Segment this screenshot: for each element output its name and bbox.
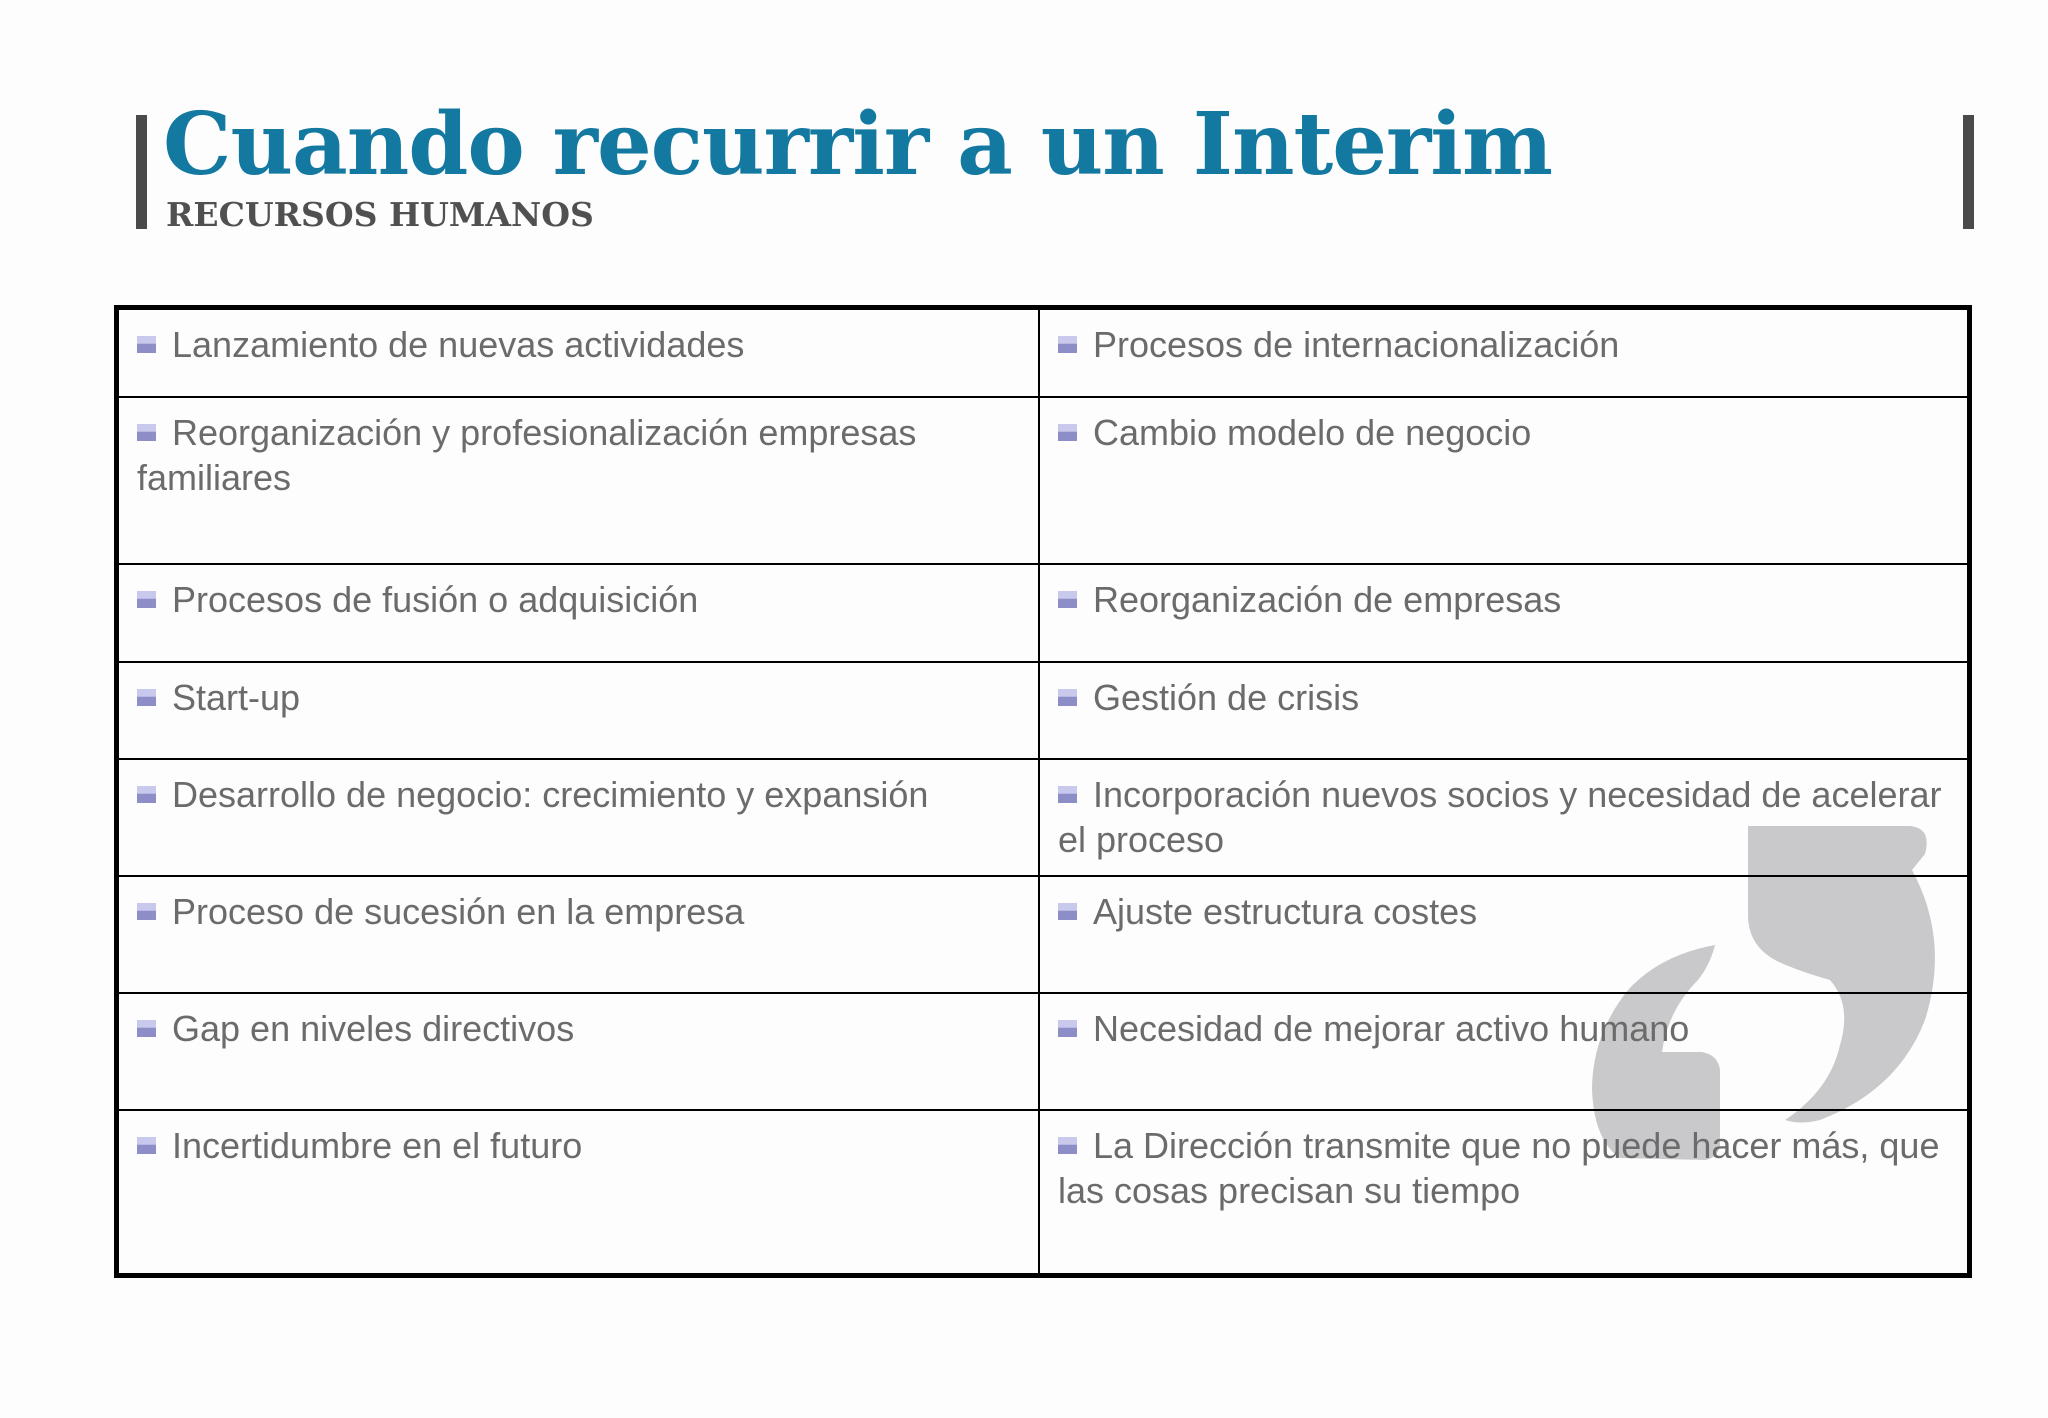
- cell-text: Reorganización y profesionalización empresas familiares: [137, 411, 917, 498]
- square-bullet-icon: [137, 591, 156, 608]
- square-bullet-icon: [1058, 1137, 1077, 1154]
- page-subtitle: RECURSOS HUMANOS: [166, 195, 594, 234]
- table-cell-left: [117, 993, 1039, 1110]
- cell-text: Gestión de crisis: [1092, 676, 1360, 718]
- cell-text: Necesidad de mejorar activo humano: [1092, 1007, 1690, 1049]
- square-bullet-icon: [1058, 903, 1077, 920]
- table-cell-right: [1039, 876, 1970, 993]
- table-cell-left: [117, 662, 1039, 759]
- table-cell-left: [117, 759, 1039, 876]
- square-bullet-icon: [137, 1137, 156, 1154]
- cell-text: Lanzamiento de nuevas actividades: [172, 324, 745, 365]
- table-cell-right: [1039, 993, 1970, 1110]
- square-bullet-icon: [137, 786, 156, 803]
- table-cell-right: [1039, 397, 1970, 564]
- table-cell-right: [1039, 564, 1970, 662]
- cell-text: Ajuste estructura costes: [1092, 890, 1478, 932]
- square-bullet-icon: [1058, 336, 1077, 353]
- table-cell-right: [1039, 1110, 1970, 1276]
- square-bullet-icon: [1058, 786, 1077, 803]
- cell-text: Reorganización de empresas: [1092, 578, 1562, 620]
- table-row: [117, 397, 1970, 564]
- square-bullet-icon: [137, 424, 156, 441]
- table-row: [117, 993, 1970, 1110]
- table-row: [117, 564, 1970, 662]
- cell-text: La Dirección transmite que no puede hacer más, que las cosas precisan su tiempo: [1057, 1124, 1940, 1211]
- square-bullet-icon: [137, 903, 156, 920]
- square-bullet-icon: [1058, 424, 1077, 441]
- square-bullet-icon: [1058, 591, 1077, 608]
- table-cell-right: [1039, 759, 1970, 876]
- cell-text: Gap en niveles directivos: [172, 1007, 575, 1049]
- table-cell-right: [1039, 662, 1970, 759]
- table-row: [117, 308, 1970, 397]
- table-cell-right: [1039, 308, 1970, 397]
- table-row: [117, 662, 1970, 759]
- table-row: [117, 876, 1970, 993]
- cell-text: Procesos de fusión o adquisición: [172, 578, 699, 620]
- cell-text: Procesos de internacionalización: [1092, 324, 1620, 365]
- square-bullet-icon: [137, 689, 156, 706]
- cell-text: Proceso de sucesión en la empresa: [172, 890, 745, 932]
- table-cell-left: [117, 397, 1039, 564]
- right-accent-bar: [1963, 115, 1974, 229]
- situations-table: [114, 305, 1972, 1278]
- table-row: [117, 1110, 1970, 1276]
- page-title: Cuando recurrir a un Interim: [163, 94, 1552, 195]
- cell-text: Cambio modelo de negocio: [1092, 411, 1532, 453]
- table-cell-left: [117, 1110, 1039, 1276]
- table-row: [117, 759, 1970, 876]
- cell-text: Start-up: [172, 676, 301, 718]
- cell-text: Incorporación nuevos socios y necesidad de acelerar el proceso: [1057, 773, 1942, 860]
- table-cell-left: [117, 308, 1039, 397]
- cell-text: Desarrollo de negocio: crecimiento y expansión: [172, 773, 929, 815]
- left-accent-bar: [136, 115, 147, 229]
- cell-text: Incertidumbre en el futuro: [172, 1124, 583, 1166]
- square-bullet-icon: [137, 336, 156, 353]
- square-bullet-icon: [1058, 1020, 1077, 1037]
- square-bullet-icon: [1058, 689, 1077, 706]
- table-cell-left: [117, 876, 1039, 993]
- square-bullet-icon: [137, 1020, 156, 1037]
- table-cell-left: [117, 564, 1039, 662]
